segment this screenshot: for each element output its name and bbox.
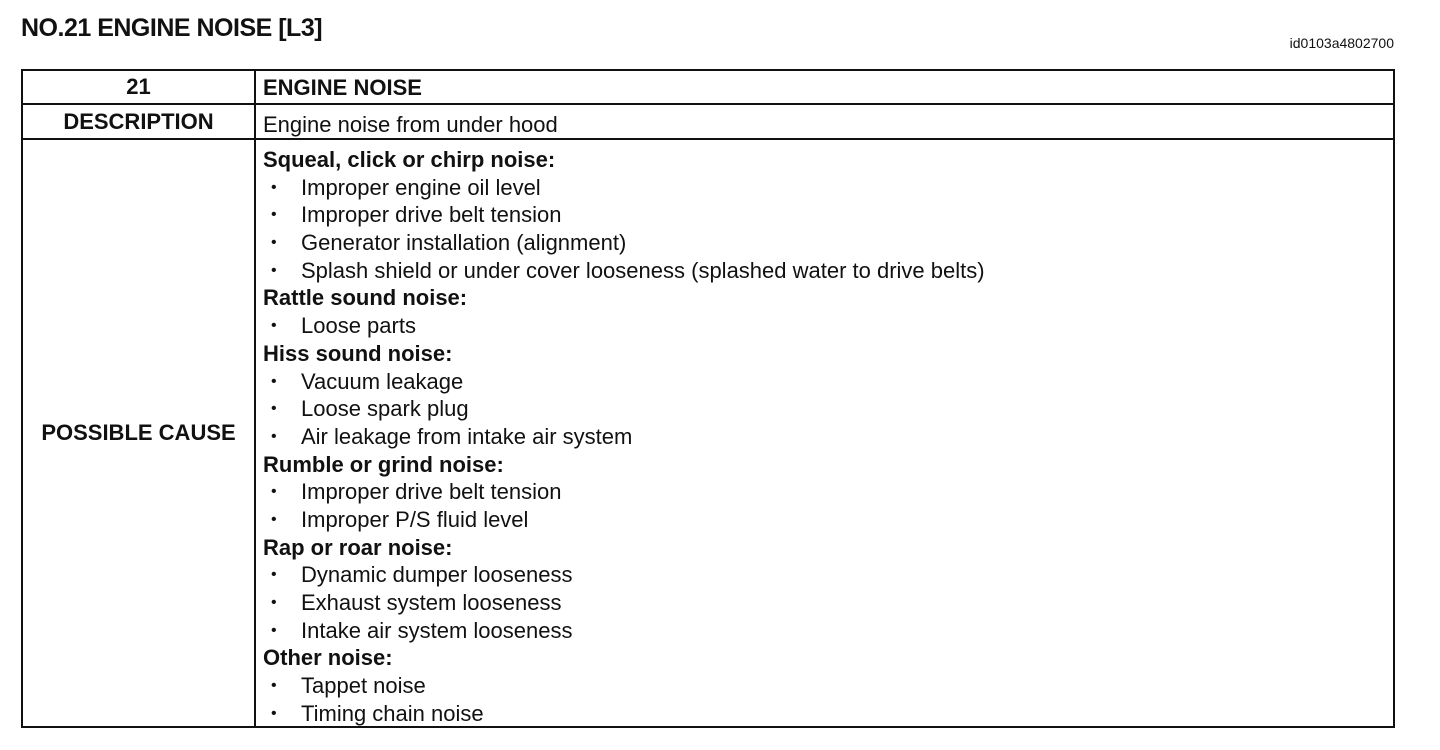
cause-group-heading: Rap or roar noise: [263,534,453,560]
bullet-icon: • [271,594,277,611]
cause-item [263,201,985,229]
symptom-number: 21 [126,74,151,99]
cause-group-heading: Rumble or grind noise: [263,451,504,477]
cause-item [263,395,985,423]
bullet-icon: • [271,427,277,445]
cause-item [263,700,985,728]
bullet-icon: • [271,317,277,335]
cause-item-text: Dynamic dumper looseness [301,562,573,588]
bullet-icon: • [271,621,277,639]
bullet-icon: • [271,178,277,196]
bullet-icon: • [271,566,277,584]
cause-item [263,478,985,506]
column-divider [254,71,256,726]
possible-cause-list [263,146,985,727]
cause-item [263,561,985,589]
cause-item-text: Air leakage from intake air system [301,423,633,449]
possible-cause-label: POSSIBLE CAUSE [41,420,236,445]
cause-item-text: Timing chain noise [301,700,484,726]
cause-item [263,229,985,257]
cause-group-heading: Other noise: [263,645,393,671]
page-title: NO.21 ENGINE NOISE [L3] [21,14,323,42]
cause-item-text: Intake air system looseness [301,617,573,643]
bullet-icon: • [271,510,277,528]
bullet-icon: • [271,372,277,390]
cause-item [263,312,985,340]
symptom-table [21,69,1395,728]
cause-item-text: Exhaust system looseness [301,590,562,615]
cause-group-heading: Rattle sound noise: [263,285,468,311]
cause-item-text: Improper engine oil level [301,174,541,200]
bullet-icon: • [271,677,277,695]
cause-item [263,617,985,645]
cause-item-text: Improper drive belt tension [301,202,562,228]
description-value: Engine noise from under hood [263,112,558,137]
bullet-icon: • [271,400,277,418]
cause-item [263,368,985,396]
document-id: id0103a4802700 [1289,35,1394,51]
cause-item-text: Improper drive belt tension [301,479,562,505]
cause-item-text: Loose spark plug [301,396,469,422]
cause-item [263,672,985,700]
bullet-icon: • [271,261,277,279]
cause-item-text: Splash shield or under cover looseness (splashed water to drive belts) [301,257,985,283]
cause-item-text: Generator installation (alignment) [301,230,627,256]
cause-item [263,506,985,534]
bullet-icon: • [271,206,277,224]
symptom-name: ENGINE NOISE [263,75,422,100]
cause-item [263,423,985,451]
description-label: DESCRIPTION [63,108,214,134]
bullet-icon: • [271,704,277,722]
cause-item-text: Improper P/S fluid level [301,506,529,532]
cause-group-heading: Hiss sound noise: [263,340,453,366]
bullet-icon: • [271,234,277,252]
cause-item-text: Tappet noise [301,673,426,699]
cause-item [263,589,985,617]
cause-item-text: Vacuum leakage [301,368,464,394]
cause-item [263,174,985,202]
cause-item-text: Loose parts [301,313,416,339]
cause-item [263,257,985,285]
cause-group-heading: Squeal, click or chirp noise: [263,147,556,172]
bullet-icon: • [271,483,277,501]
